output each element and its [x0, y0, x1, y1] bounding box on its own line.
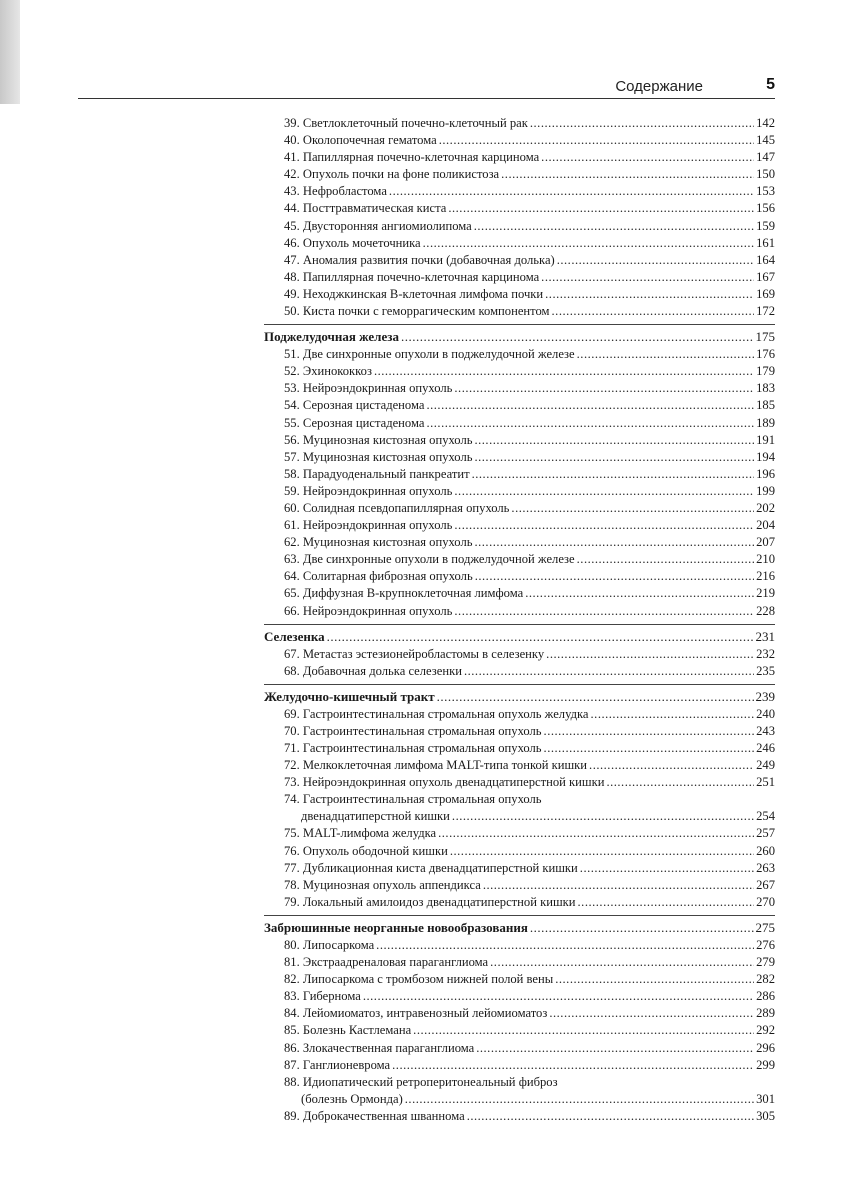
dot-leader	[541, 149, 754, 166]
toc-entry-page-number: 235	[756, 663, 775, 678]
toc-entry-title: 52. Эхинококкоз	[284, 364, 372, 379]
toc-entry[interactable]	[264, 568, 775, 585]
toc-entry[interactable]	[264, 517, 775, 534]
toc-entry-page-number: 194	[756, 449, 775, 464]
dot-leader	[476, 1040, 754, 1057]
toc-entry[interactable]	[264, 183, 775, 200]
toc-entry[interactable]	[264, 218, 775, 235]
toc-entry[interactable]	[264, 1074, 775, 1091]
toc-entry-title: 72. Мелкоклеточная лимфома MALT-типа тонкой кишки	[284, 758, 588, 773]
toc-entry-page-number: 246	[756, 741, 775, 755]
toc-entry-title: 66. Нейроэндокринная опухоль	[284, 603, 453, 618]
dot-leader	[474, 449, 754, 466]
running-header	[78, 76, 775, 99]
toc-entry-title: 59. Нейроэндокринная опухоль	[284, 483, 453, 498]
toc-entry-page-number: 176	[756, 347, 775, 362]
toc-entry[interactable]	[264, 149, 775, 166]
toc-entry-title: 62. Муцинозная кистозная опухоль	[284, 535, 473, 550]
toc-entry[interactable]	[264, 166, 775, 183]
toc-entry-page-number: 210	[756, 552, 775, 567]
toc-entry-title: 39. Светлоклеточный почечно-клеточный рак	[284, 116, 528, 130]
toc-entry-continuation[interactable]	[264, 1091, 775, 1108]
toc-entry-page-number: 216	[756, 569, 775, 584]
toc-section-heading-page-number: 231	[755, 628, 775, 644]
toc-entry-page-number: 169	[756, 286, 775, 301]
toc-entry-page-number: 270	[756, 894, 775, 909]
table-of-contents	[264, 115, 775, 1125]
toc-entry-title: 54. Серозная цистаденома	[284, 398, 425, 413]
toc-entry[interactable]	[264, 466, 775, 483]
dot-leader	[577, 551, 754, 568]
toc-entry-title: 61. Нейроэндокринная опухоль	[284, 518, 453, 533]
toc-entry-title: 55. Серозная цистаденома	[284, 415, 425, 430]
toc-entry[interactable]	[264, 603, 775, 620]
dot-leader	[549, 1005, 754, 1022]
toc-entry-page-number: 185	[756, 398, 775, 413]
toc-entry[interactable]	[264, 483, 775, 500]
toc-entry[interactable]	[264, 723, 775, 740]
dot-leader	[580, 860, 754, 877]
toc-entry[interactable]	[264, 303, 775, 320]
toc-entry-page-number: 159	[756, 218, 775, 233]
toc-entry-title: 82. Липосаркома с тромбозом нижней полой вены	[284, 972, 554, 987]
dot-leader	[363, 988, 754, 1005]
toc-section-heading-page-number: 239	[755, 688, 775, 704]
toc-entry-page-number: 189	[756, 415, 775, 430]
toc-entry-page-number: 167	[756, 269, 775, 284]
toc-entry-title: 85. Болезнь Кастлемана	[284, 1023, 412, 1038]
toc-entry-page-number: 153	[756, 184, 775, 199]
toc-section-heading[interactable]	[264, 688, 775, 706]
toc-entry[interactable]	[264, 971, 775, 988]
dot-leader	[483, 877, 754, 894]
toc-entry-page-number: 204	[756, 518, 775, 533]
toc-entry-page-number: 257	[756, 826, 775, 841]
toc-entry-page-number: 251	[756, 775, 775, 790]
dot-leader	[525, 585, 754, 602]
dot-leader	[530, 115, 754, 132]
toc-entry-title: 74. Гастроинтестинальная стромальная опухоль	[284, 792, 542, 807]
toc-entry[interactable]	[264, 860, 775, 877]
section-divider	[264, 684, 775, 685]
dot-leader	[376, 937, 754, 954]
toc-entry[interactable]	[264, 757, 775, 774]
dot-leader	[511, 500, 754, 517]
toc-entry-page-number: 260	[756, 843, 775, 858]
toc-entry-page-number: 142	[756, 116, 775, 130]
toc-entry-page-number: 299	[756, 1057, 775, 1072]
toc-section-heading-page-number: 175	[755, 329, 775, 345]
dot-leader	[438, 825, 754, 842]
toc-entry[interactable]	[264, 1057, 775, 1074]
toc-entry-page-number: 202	[756, 500, 775, 515]
toc-entry-title: 63. Две синхронные опухоли в поджелудочной железе	[284, 552, 575, 567]
toc-entry-title: 75. MALT-лимфома желудка	[284, 826, 437, 841]
toc-entry-title: 60. Солидная псевдопапиллярная опухоль	[284, 500, 510, 515]
toc-entry-continuation[interactable]	[264, 808, 775, 825]
toc-entry[interactable]	[264, 774, 775, 791]
dot-leader	[327, 628, 754, 646]
toc-entry-title: 87. Ганглионеврома	[284, 1057, 391, 1072]
page-edge-strip	[0, 0, 20, 104]
toc-entry-page-number: 199	[756, 483, 775, 498]
toc-section-heading-title: Желудочно-кишечный тракт	[264, 688, 435, 704]
toc-entry[interactable]	[264, 585, 775, 602]
toc-entry[interactable]	[264, 252, 775, 269]
toc-entry[interactable]	[264, 200, 775, 217]
dot-leader	[546, 646, 754, 663]
toc-entry[interactable]	[264, 286, 775, 303]
toc-entry[interactable]	[264, 894, 775, 911]
dot-leader	[405, 1091, 754, 1108]
toc-entry-title: 70. Гастроинтестинальная стромальная опухоль	[284, 723, 542, 738]
toc-entry-title: 69. Гастроинтестинальная стромальная опухоль желудка	[284, 706, 589, 721]
dot-leader	[474, 218, 754, 235]
toc-entry-title: 78. Муцинозная опухоль аппендикса	[284, 877, 481, 892]
toc-entry-page-number: 267	[756, 877, 775, 892]
section-divider	[264, 624, 775, 625]
toc-entry-title: 51. Две синхронные опухоли в поджелудочной железе	[284, 347, 575, 362]
toc-entry-page-number: 279	[756, 955, 775, 970]
toc-entry[interactable]	[264, 534, 775, 551]
toc-entry-page-number: 147	[756, 150, 775, 165]
toc-entry-title: 67. Метастаз эстезионейробластомы в селезенку	[284, 646, 545, 661]
dot-leader	[501, 166, 754, 183]
dot-leader	[426, 397, 754, 414]
toc-entry[interactable]	[264, 500, 775, 517]
dot-leader	[374, 363, 754, 380]
toc-entry-continuation-title: (болезнь Ормонда)	[301, 1091, 403, 1106]
toc-entry[interactable]	[264, 235, 775, 252]
toc-entry-page-number: 145	[756, 133, 775, 148]
dot-leader	[454, 380, 754, 397]
toc-entry-title: 76. Опухоль ободочной кишки	[284, 843, 448, 858]
toc-entry-title: 77. Дубликационная киста двенадцатиперстной кишки	[284, 860, 578, 875]
dot-leader	[545, 286, 754, 303]
toc-entry-title: 41. Папиллярная почечно-клеточная карцинома	[284, 150, 540, 165]
dot-leader	[475, 568, 754, 585]
toc-entry[interactable]	[264, 363, 775, 380]
dot-leader	[454, 517, 754, 534]
toc-entry[interactable]	[264, 432, 775, 449]
toc-section-heading-title: Забрюшинные неорганные новообразования	[264, 919, 528, 935]
toc-entry-page-number: 289	[756, 1006, 775, 1021]
dot-leader	[577, 346, 754, 363]
toc-entry-title: 42. Опухоль почки на фоне поликистоза	[284, 167, 500, 182]
toc-entry-title: 44. Посттравматическая киста	[284, 201, 447, 216]
toc-entry-page-number: 207	[756, 535, 775, 550]
toc-entry-page-number: 292	[756, 1023, 775, 1038]
dot-leader	[530, 919, 754, 937]
toc-entry-title: 47. Аномалия развития почки (добавочная долька)	[284, 252, 555, 267]
page-number: 5	[766, 76, 775, 93]
dot-leader	[454, 603, 754, 620]
toc-section-heading[interactable]	[264, 919, 775, 937]
toc-entry[interactable]	[264, 646, 775, 663]
toc-section-heading[interactable]	[264, 328, 775, 346]
toc-entry-page-number: 296	[756, 1040, 775, 1055]
toc-entry[interactable]	[264, 346, 775, 363]
section-divider	[264, 324, 775, 325]
dot-leader	[472, 466, 755, 483]
toc-entry[interactable]	[264, 988, 775, 1005]
dot-leader	[541, 269, 754, 286]
toc-entry-page-number: 150	[756, 167, 775, 182]
dot-leader	[552, 303, 755, 320]
toc-entry-title: 79. Локальный амилоидоз двенадцатиперстной кишки	[284, 894, 576, 909]
toc-entry-title: 81. Экстраадреналовая параганглиома	[284, 955, 489, 970]
toc-entry-page-number: 156	[756, 201, 775, 216]
toc-entry-title: 73. Нейроэндокринная опухоль двенадцатиперстной кишки	[284, 775, 605, 790]
section-divider	[264, 915, 775, 916]
toc-section	[264, 328, 775, 620]
toc-entry-title: 50. Киста почки с геморрагическим компонентом	[284, 304, 550, 319]
dot-leader	[448, 200, 754, 217]
toc-entry-title: 56. Муцинозная кистозная опухоль	[284, 432, 473, 447]
toc-entry-continuation-page-number: 254	[756, 809, 775, 824]
toc-entry[interactable]	[264, 380, 775, 397]
dot-leader	[474, 432, 754, 449]
toc-entry[interactable]	[264, 1022, 775, 1039]
toc-entry-page-number: 183	[756, 381, 775, 396]
dot-leader	[454, 483, 754, 500]
toc-entry-page-number: 191	[756, 432, 775, 447]
toc-entry[interactable]	[264, 706, 775, 723]
dot-leader	[426, 415, 754, 432]
toc-entry-page-number: 196	[756, 466, 775, 481]
toc-entry[interactable]	[264, 449, 775, 466]
toc-entry-title: 49. Неходжкинская B-клеточная лимфома почки	[284, 286, 544, 301]
toc-entry[interactable]	[264, 1005, 775, 1022]
toc-entry-title: 46. Опухоль мочеточника	[284, 235, 421, 250]
toc-entry-title: 86. Злокачественная параганглиома	[284, 1040, 475, 1055]
toc-entry-title: 71. Гастроинтестинальная стромальная опухоль	[284, 741, 542, 755]
toc-entry[interactable]	[264, 791, 775, 808]
toc-entry[interactable]	[264, 132, 775, 149]
toc-entry-title: 84. Лейомиоматоз, интравенозный лейомиоматоз	[284, 1006, 548, 1021]
dot-leader	[452, 808, 754, 825]
toc-entry-title: 89. Доброкачественная шваннома	[284, 1108, 465, 1123]
toc-entry-page-number: 228	[756, 603, 775, 618]
toc-entry-page-number: 219	[756, 586, 775, 601]
toc-section-heading-title: Селезенка	[264, 628, 325, 644]
dot-leader	[464, 663, 754, 680]
toc-entry-title: 80. Липосаркома	[284, 937, 375, 952]
toc-entry[interactable]	[264, 954, 775, 971]
toc-entry-title: 83. Гибернома	[284, 989, 361, 1004]
dot-leader	[389, 183, 754, 200]
toc-entry[interactable]	[264, 740, 775, 757]
dot-leader	[490, 954, 754, 971]
dot-leader	[437, 688, 754, 706]
toc-section	[264, 688, 775, 911]
dot-leader	[589, 757, 754, 774]
toc-section-heading-title: Поджелудочная железа	[264, 329, 399, 345]
dot-leader	[578, 894, 755, 911]
toc-entry[interactable]	[264, 415, 775, 432]
toc-entry-page-number: 232	[756, 646, 775, 661]
toc-entry-title: 45. Двусторонняя ангиомиолипома	[284, 218, 472, 233]
toc-entry[interactable]	[264, 551, 775, 568]
toc-entry-title: 68. Добавочная долька селезенки	[284, 663, 462, 678]
dot-leader	[544, 723, 755, 740]
dot-leader	[413, 1022, 754, 1039]
toc-entry-title: 65. Диффузная B-крупноклеточная лимфома	[284, 586, 524, 601]
toc-entry-continuation-page-number: 301	[756, 1091, 775, 1106]
toc-entry-page-number: 179	[756, 364, 775, 379]
toc-entry-title: 58. Парадуоденальный панкреатит	[284, 466, 470, 481]
toc-entry[interactable]	[264, 269, 775, 286]
dot-leader	[606, 774, 754, 791]
toc-entry-title: 53. Нейроэндокринная опухоль	[284, 381, 453, 396]
toc-entry[interactable]	[264, 663, 775, 680]
toc-entry-page-number: 276	[756, 937, 775, 952]
dot-leader	[544, 740, 755, 757]
toc-entry-page-number: 286	[756, 989, 775, 1004]
toc-entry[interactable]	[264, 825, 775, 842]
toc-entry-title: 48. Папиллярная почечно-клеточная карцинома	[284, 269, 540, 284]
toc-entry-page-number: 243	[756, 723, 775, 738]
running-header-title: Содержание	[615, 78, 703, 95]
toc-entry[interactable]	[264, 937, 775, 954]
toc-entry[interactable]	[264, 1040, 775, 1057]
toc-entry-title: 64. Солитарная фиброзная опухоль	[284, 569, 473, 584]
toc-entry-page-number: 164	[756, 252, 775, 267]
dot-leader	[401, 328, 754, 346]
dot-leader	[392, 1057, 754, 1074]
dot-leader	[555, 971, 754, 988]
toc-section-heading[interactable]	[264, 628, 775, 646]
toc-section-heading-page-number: 275	[755, 919, 775, 935]
dot-leader	[450, 843, 754, 860]
toc-entry-page-number: 249	[756, 758, 775, 773]
dot-leader	[591, 706, 755, 723]
dot-leader	[439, 132, 754, 149]
toc-entry-title: 88. Идиопатический ретроперитонеальный фиброз	[284, 1074, 558, 1089]
dot-leader	[423, 235, 754, 252]
toc-section-kidney-continued	[264, 115, 775, 320]
toc-entry-title: 57. Муцинозная кистозная опухоль	[284, 449, 473, 464]
toc-entry-page-number: 240	[756, 706, 775, 721]
toc-entry-page-number: 282	[756, 972, 775, 987]
toc-entry[interactable]	[264, 397, 775, 414]
dot-leader	[467, 1108, 754, 1125]
toc-entry[interactable]	[264, 115, 775, 132]
toc-entry-continuation-title: двенадцатиперстной кишки	[301, 809, 450, 824]
toc-entry-page-number: 161	[756, 235, 775, 250]
toc-entry-title: 43. Нефробластома	[284, 184, 387, 199]
toc-entry[interactable]	[264, 877, 775, 894]
toc-section	[264, 919, 775, 1125]
toc-section	[264, 628, 775, 680]
toc-entry-title: 40. Околопочечная гематома	[284, 133, 437, 148]
toc-entry[interactable]	[264, 1108, 775, 1125]
toc-entry[interactable]	[264, 843, 775, 860]
dot-leader	[474, 534, 754, 551]
toc-entry-page-number: 263	[756, 860, 775, 875]
dot-leader	[557, 252, 754, 269]
toc-entry-page-number: 305	[756, 1108, 775, 1123]
toc-entry-page-number: 172	[756, 304, 775, 319]
